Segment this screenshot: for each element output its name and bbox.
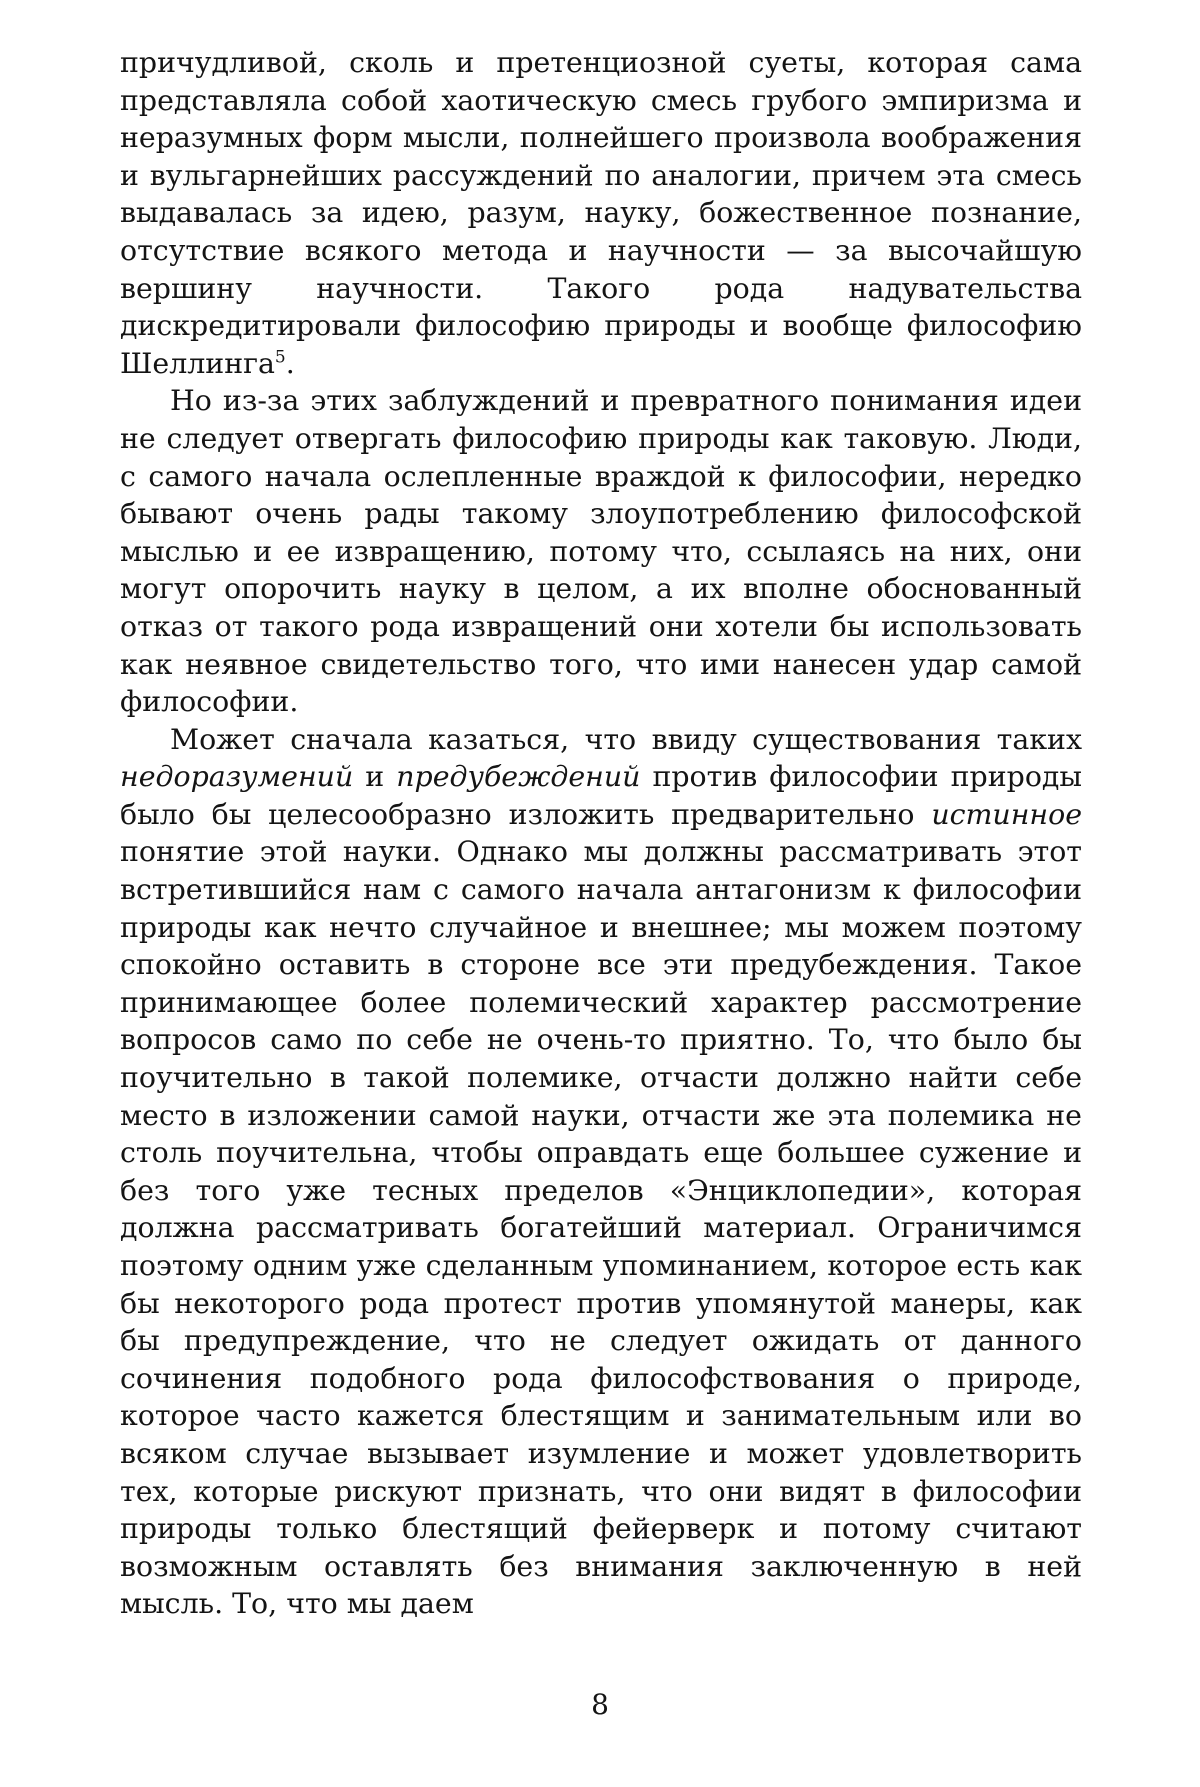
- body-text: Может сначала казаться, что ввиду существования таких: [170, 722, 1082, 756]
- paragraph-2: [120, 382, 1082, 720]
- body-text: понятие этой науки. Однако мы должны рассматривать этот встретившийся нам с самого начала антагонизм к философии природы как нечто случайное и внешнее; мы можем поэтому спокойно оставить в стороне все эти предубеждения. Такое принимающее более полемический характер рассмотрение вопросов само по себе не очень-то приятно. То, что было бы поучительно в такой полемике, отчасти должно найти себе место в изложении самой науки, отчасти же эта полемика не столь поучительна, чтобы оправдать еще большее сужение и без того уже тесных пределов «Энциклопедии», которая должна рассматривать богатейший материал. Ограничимся поэтому одним уже сделанным упоминанием, которое есть как бы некоторого рода протест против упомянутой манеры, как бы предупреждение, что не следует ожидать от данного сочинения подобного рода философствования о природе, которое часто кажется блестящим и занимательным или во всяком случае вызывает изумление и может удовлетворить тех, которые рискуют признать, что они видят в философии природы только блестящий фейерверк и потому считают возможным оставлять без внимания заключенную в ней мысль. То, что мы даем: [120, 835, 1082, 1621]
- body-text: против философии природы было бы целесообразно изложить предварительно: [120, 760, 1082, 831]
- body-text: и: [353, 760, 397, 794]
- paragraph-3: [120, 721, 1082, 1623]
- page-number: 8: [591, 1688, 609, 1721]
- paragraph-1: [120, 44, 1082, 382]
- body-text: .: [285, 346, 295, 380]
- emphasis-text: предубеждений: [396, 760, 641, 794]
- body-text: Но из-за этих заблуждений и превратного понимания идеи не следует отвергать философию природы как таковую. Люди, с самого начала ослепленные враждой к философии, нередко бывают очень рады такому злоупотреблению философской мыслью и ее извращению, потому что, ссылаясь на них, они могут опорочить науку в целом, а их вполне обоснованный отказ от такого рода извращений они хотели бы использовать как неявное свидетельство того, что ими нанесен удар самой философии.: [120, 384, 1082, 719]
- page-text: [120, 44, 1082, 1623]
- footnote-reference: 5: [274, 347, 286, 368]
- body-text: причудливой, сколь и претенциозной суеты, которая сама представляла собой хаотическую смесь грубого эмпиризма и неразумных форм мысли, полнейшего произвола воображения и вульгарнейших рассуждений по аналогии, причем эта смесь выдавалась за идею, разум, науку, божественное познание, отсутствие всякого метода и научности — за высочайшую вершину научности. Такого рода надувательства дискредитировали философию природы и вообще философию Шеллинга: [120, 46, 1082, 380]
- emphasis-text: недоразумений: [120, 760, 354, 794]
- emphasis-text: истинное: [931, 797, 1082, 831]
